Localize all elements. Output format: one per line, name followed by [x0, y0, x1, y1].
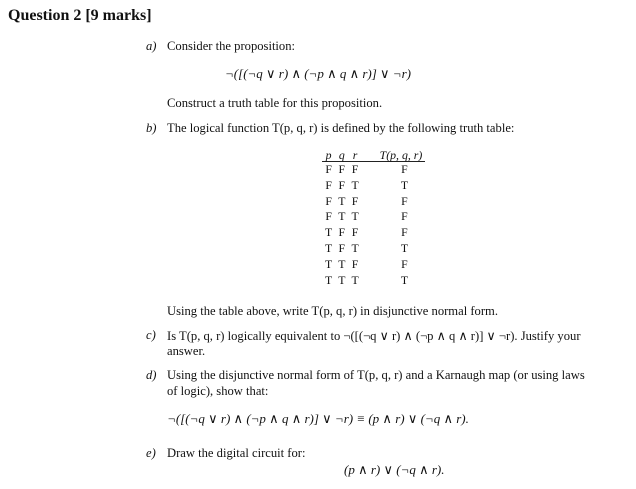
- cell-t: F: [401, 193, 408, 208]
- cell-q: F: [338, 177, 346, 192]
- cell-t: F: [401, 162, 408, 176]
- cell-p: T: [325, 225, 333, 240]
- cell-p: F: [325, 162, 332, 176]
- cell-t: F: [401, 225, 408, 240]
- part-d-label: d): [146, 368, 157, 382]
- cell-p: T: [325, 256, 333, 271]
- part-a-proposition: ¬([(¬q ∨ r) ∧ (¬p ∧ q ∧ r)] ∨ ¬r): [225, 66, 411, 81]
- cell-p: F: [325, 193, 332, 208]
- part-b-after: Using the table above, write T(p, q, r) in disjunctive normal form.: [167, 304, 498, 318]
- part-c-line2: answer.: [167, 344, 206, 358]
- cell-t: F: [401, 256, 408, 271]
- part-a-instruction: Construct a truth table for this proposition.: [167, 96, 383, 110]
- cell-p: F: [325, 177, 332, 192]
- header-r: r: [348, 149, 361, 162]
- question-title: Question 2 [9 marks]: [8, 7, 152, 24]
- part-d-line2: of logic), show that:: [167, 384, 269, 398]
- cell-q: T: [338, 256, 346, 271]
- part-a-label: a): [146, 39, 157, 53]
- part-e-label: e): [146, 446, 156, 460]
- cell-r: F: [351, 256, 359, 271]
- table-row: [322, 241, 425, 257]
- table-row: [322, 178, 425, 194]
- cell-t: F: [401, 209, 408, 224]
- part-c-label: c): [146, 328, 156, 342]
- cell-r: T: [351, 272, 359, 287]
- cell-p: T: [325, 240, 333, 255]
- cell-q: F: [338, 225, 346, 240]
- cell-r: F: [351, 193, 359, 208]
- cell-r: T: [351, 177, 359, 192]
- part-b-label: b): [146, 121, 157, 135]
- cell-q: F: [338, 162, 346, 176]
- part-c-line1: Is T(p, q, r) logically equivalent to ¬([(¬q ∨ r) ∧ (¬p ∧ q ∧ r)] ∨ ¬r). Justify your: [167, 329, 581, 343]
- cell-p: T: [325, 272, 333, 287]
- part-a-intro: Consider the proposition:: [167, 39, 296, 53]
- header-t: T(p, q, r): [362, 149, 426, 162]
- table-row: [322, 225, 425, 241]
- cell-t: T: [400, 177, 409, 192]
- part-d-line1: Using the disjunctive normal form of T(p, q, r) and a Karnaugh map (or using laws: [167, 368, 585, 382]
- cell-p: F: [325, 209, 332, 224]
- part-e-expression: (p ∧ r) ∨ (¬q ∧ r).: [344, 462, 445, 477]
- header-p: p: [322, 149, 335, 162]
- cell-r: F: [351, 225, 359, 240]
- truth-table: [322, 149, 425, 288]
- table-row: [322, 273, 425, 289]
- cell-r: T: [351, 240, 359, 255]
- cell-t: T: [400, 240, 409, 255]
- cell-q: T: [338, 272, 346, 287]
- cell-r: F: [351, 162, 359, 176]
- table-row: [322, 194, 425, 210]
- part-e-text: Draw the digital circuit for:: [167, 446, 306, 460]
- part-d-equation: ¬([(¬q ∨ r) ∧ (¬p ∧ q ∧ r)] ∨ ¬r) ≡ (p ∧ r) ∨ (¬q ∧ r).: [167, 411, 469, 426]
- cell-t: T: [400, 272, 409, 287]
- cell-q: T: [338, 193, 346, 208]
- table-row: [322, 257, 425, 273]
- header-q: q: [335, 149, 348, 162]
- cell-q: T: [338, 209, 346, 224]
- truth-table-header: [322, 149, 425, 162]
- table-row: [322, 209, 425, 225]
- table-row: [322, 162, 425, 178]
- cell-r: T: [351, 209, 359, 224]
- cell-q: F: [338, 240, 346, 255]
- part-b-intro: The logical function T(p, q, r) is defined by the following truth table:: [167, 121, 515, 135]
